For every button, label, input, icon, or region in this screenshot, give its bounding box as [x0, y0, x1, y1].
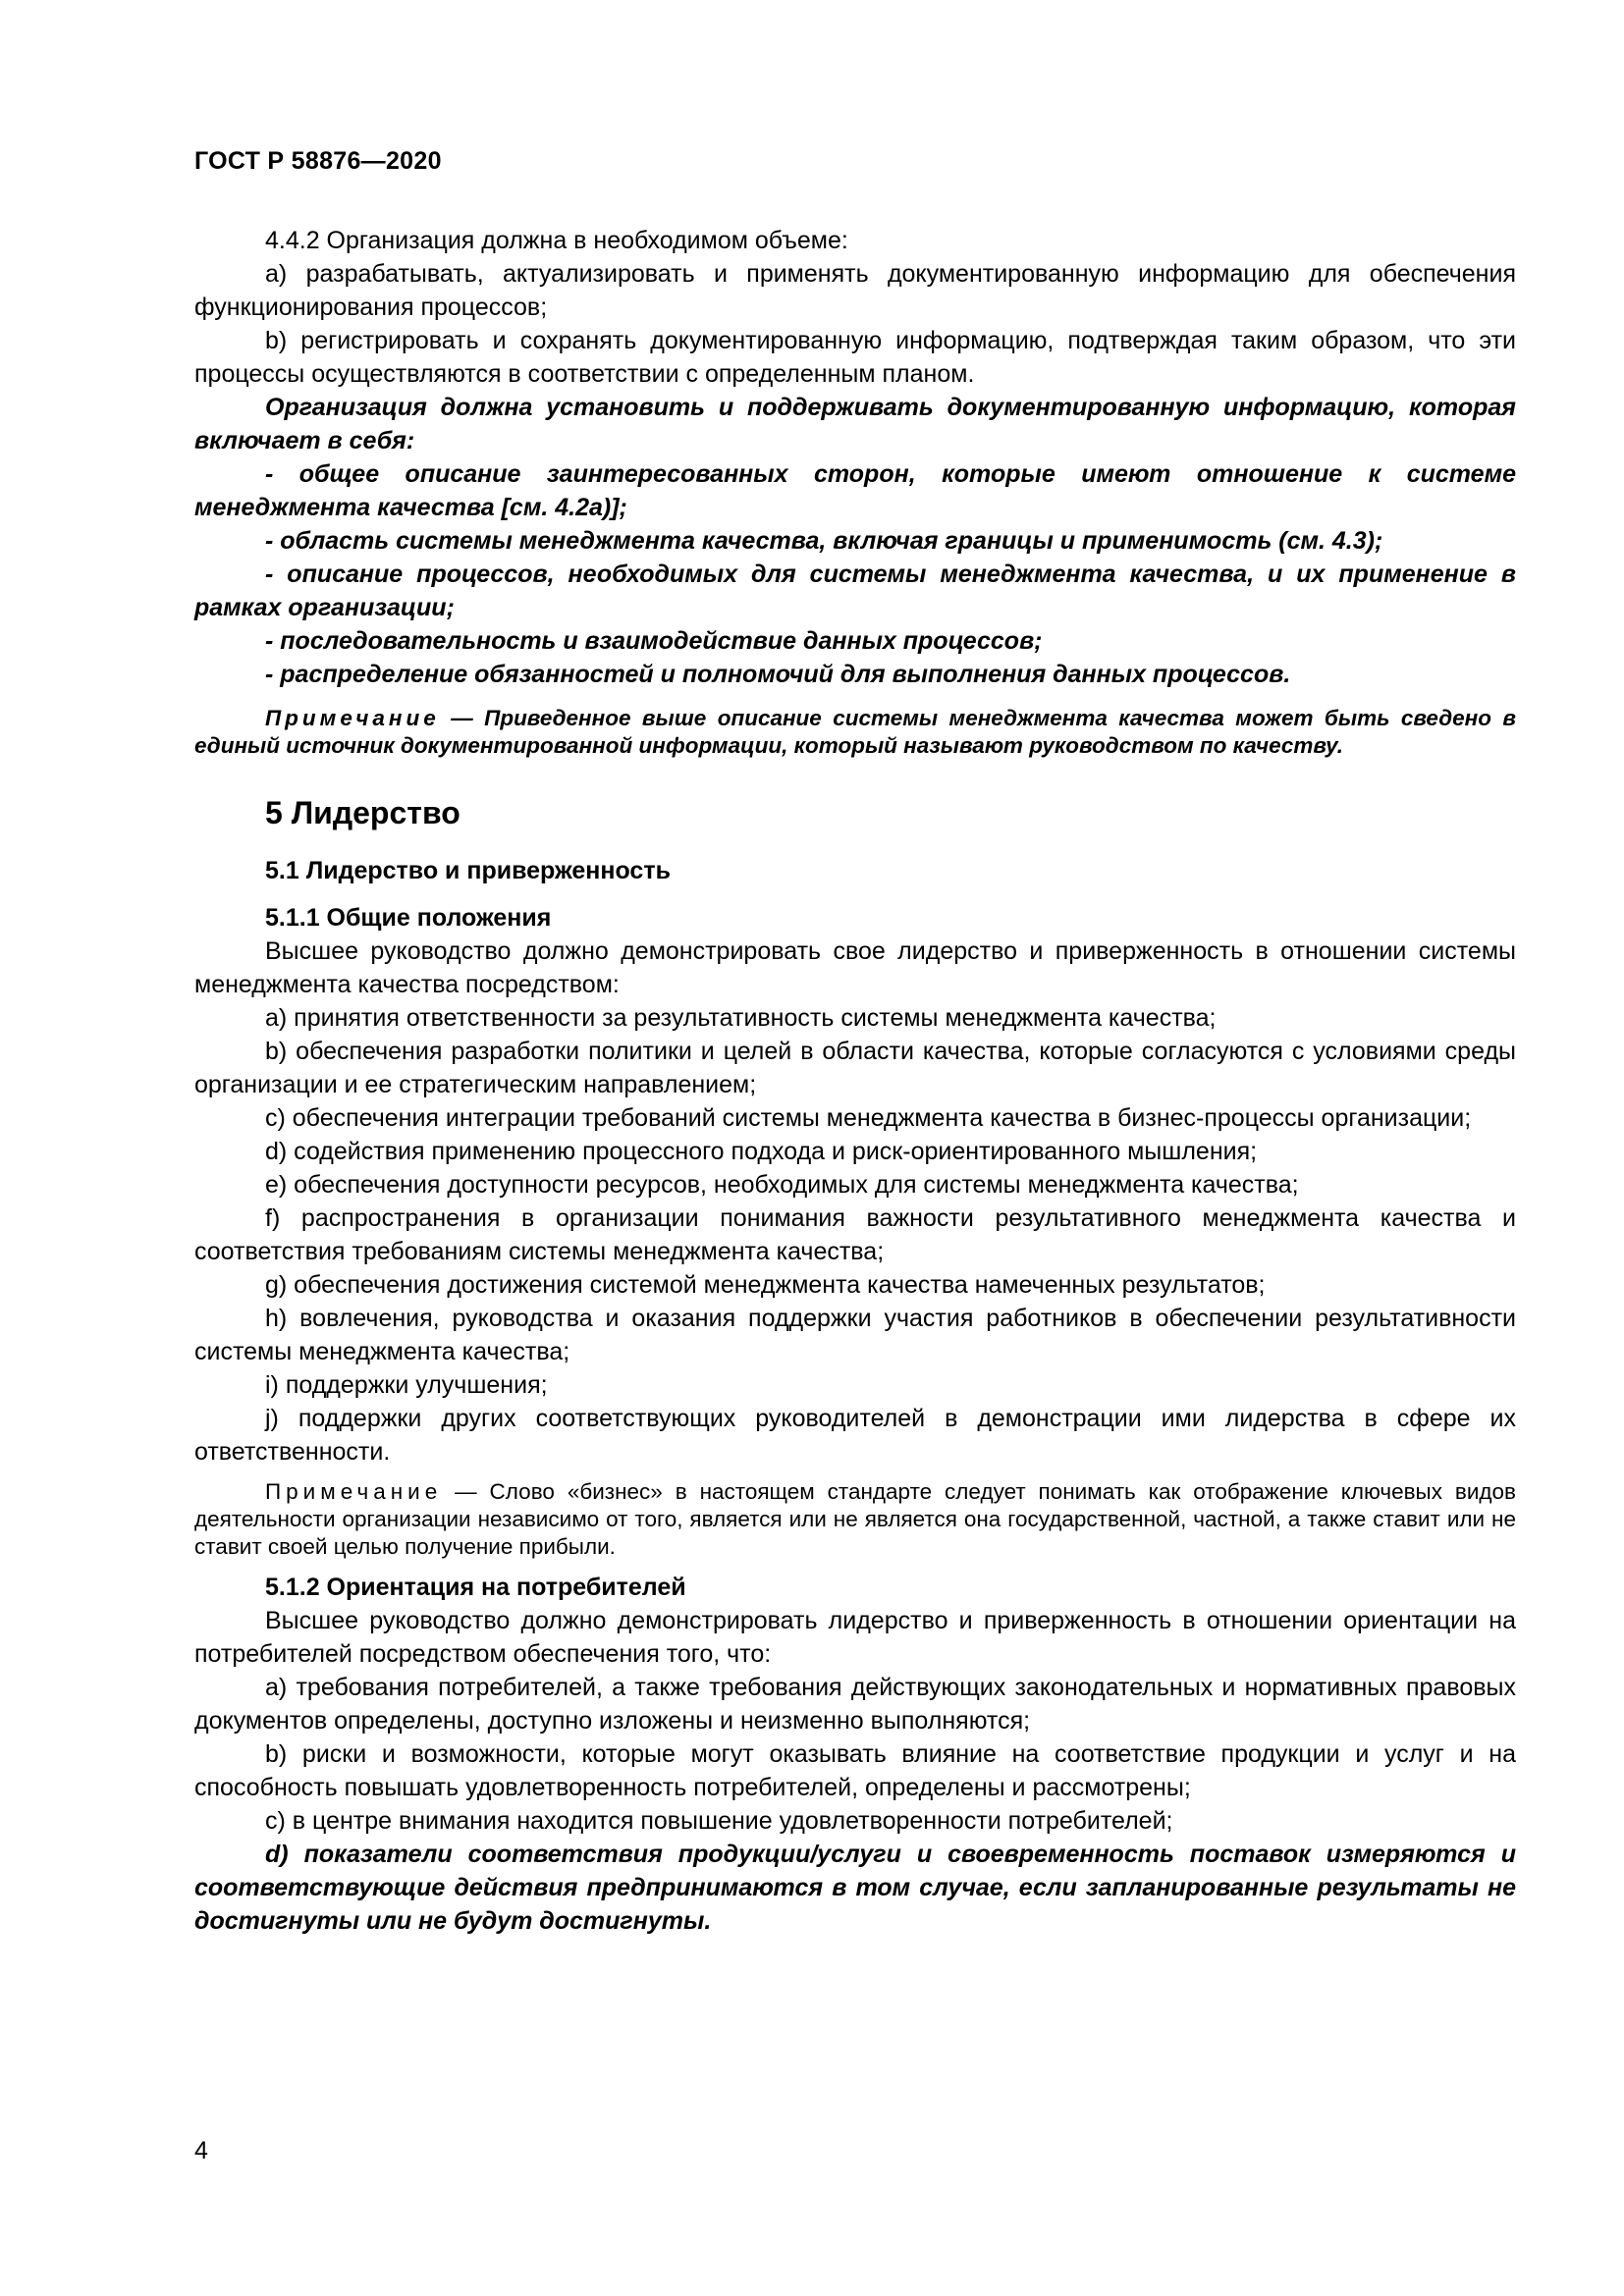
clause-4-4-2-bold-intro: Организация должна установить и поддерживать документированную информацию, которая включает в себя: [194, 394, 1516, 454]
bold-list-item: - общее описание заинтересованных сторон, которые имеют отношение к системе менеджмента качества [см. 4.2a)]; [194, 460, 1516, 521]
list-item: c) в центре внимания находится повышение удовлетворенности потребителей; [265, 1807, 1173, 1835]
list-item: j) поддержки других соответствующих руководителей в демонстрации ими лидерства в сфере их ответственности. [194, 1405, 1516, 1466]
list-item: f) распространения в организации понимания важности результативного менеджмента качества и соответствия требованиям системы менеджмента качества; [194, 1204, 1516, 1265]
clause-5-1-2-intro: Высшее руководство должно демонстрировать лидерство и приверженность в отношении ориентации на потребителей посредством обеспечения того, что: [194, 1607, 1516, 1668]
note-5-1-1 [194, 1478, 1516, 1561]
section-5-title: 5 Лидерство [265, 795, 460, 830]
clause-5-1-1-intro: Высшее руководство должно демонстрировать свое лидерство и приверженность в отношении системы менеджмента качества посредством: [194, 937, 1516, 998]
list-item: h) вовлечения, руководства и оказания поддержки участия работников в обеспечении результативности системы менеджмента качества; [194, 1305, 1516, 1365]
document-body [194, 224, 1516, 1938]
document-header: ГОСТ Р 58876—2020 [194, 147, 442, 175]
list-item: g) обеспечения достижения системой менеджмента качества намеченных результатов; [265, 1271, 1266, 1299]
subsection-5-1-title: 5.1 Лидерство и приверженность [265, 857, 671, 884]
note-4-4-2 [194, 705, 1516, 760]
note-label: Примечание [265, 1479, 443, 1504]
list-item: i) поддержки улучшения; [265, 1371, 548, 1399]
list-item: a) принятия ответственности за результативность системы менеджмента качества; [265, 1004, 1217, 1032]
subsection-5-1-1-title: 5.1.1 Общие положения [265, 904, 552, 932]
note-label: Примечание [265, 706, 440, 730]
list-item: a) требования потребителей, а также требования действующих законодательных и нормативных правовых документов определены, доступно изложены и неизменно выполняются; [194, 1674, 1516, 1735]
page-number: 4 [194, 2137, 208, 2164]
list-item: b) риски и возможности, которые могут оказывать влияние на соответствие продукции и услуг и на способность повышать удовлетворенность потребителей, определены и рассмотрены; [194, 1740, 1516, 1801]
list-item: c) обеспечения интеграции требований системы менеджмента качества в бизнес-процессы организации; [265, 1104, 1472, 1132]
bold-list-item: d) показатели соответствия продукции/услуги и своевременность поставок измеряются и соответствующие действия предпринимаются в том случае, если запланированные результаты не достигнуты или не будут достигнуты. [194, 1841, 1516, 1935]
list-item: e) обеспечения доступности ресурсов, необходимых для системы менеджмента качества; [265, 1171, 1299, 1199]
bold-list-item: - распределение обязанностей и полномочий для выполнения данных процессов. [265, 661, 1291, 688]
list-item: b) обеспечения разработки политики и целей в области качества, которые согласуются с условиями среды организации и ее стратегическим направлением; [194, 1038, 1516, 1098]
clause-4-4-2-item-a: a) разрабатывать, актуализировать и применять документированную информацию для обеспечения функционирования процессов; [194, 260, 1516, 321]
list-item: d) содействия применению процессного подхода и риск-ориентированного мышления; [265, 1138, 1258, 1165]
clause-4-4-2-intro: 4.4.2 Организация должна в необходимом объеме: [265, 227, 848, 254]
note-text: — Слово «бизнес» в настоящем стандарте следует понимать как отображение ключевых видов деятельности организации независимо от того, является или не является она государственной, частной, а также ставит или не ставит своей целью получение прибыли. [194, 1479, 1516, 1559]
clause-4-4-2-item-b: b) регистрировать и сохранять документированную информацию, подтверждая таким образом, что эти процессы осуществляются в соответствии с определенным планом. [194, 327, 1516, 388]
bold-list-item: - описание процессов, необходимых для системы менеджмента качества, и их применение в рамках организации; [194, 561, 1516, 621]
note-text: — Приведенное выше описание системы менеджмента качества может быть сведено в единый источник документированной информации, который называют руководством по качеству. [194, 706, 1516, 758]
bold-list-item: - область системы менеджмента качества, включая границы и применимость (см. 4.3); [265, 527, 1383, 555]
subsection-5-1-2-title: 5.1.2 Ориентация на потребителей [265, 1574, 686, 1601]
bold-list-item: - последовательность и взаимодействие данных процессов; [265, 627, 1043, 655]
